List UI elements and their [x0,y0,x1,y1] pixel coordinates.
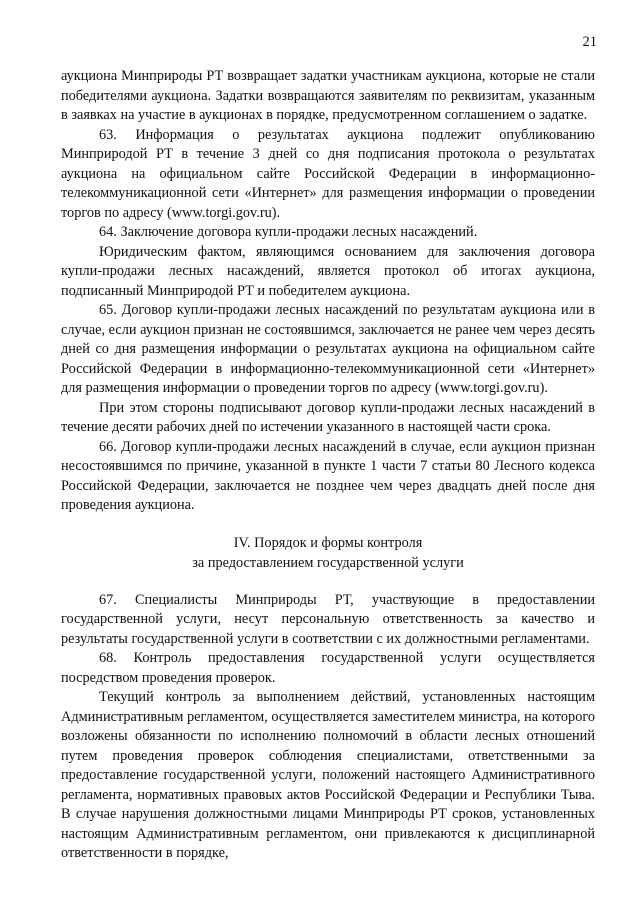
document-body [61,67,595,864]
paragraph-65-signing: При этом стороны подписывают договор купли-продажи лесных насаждений в течение десяти рабочих дней по истечении указанного в настоящей части срока. [61,399,595,435]
paragraph-64: 64. Заключение договора купли-продажи лесных насаждений. [99,224,478,240]
paragraph-67: 67. Специалисты Минприроды РТ, участвующие в предоставлении государственной услуги, несут персональную ответственность за качество и результаты государственной услуги в соответствии с их должностными регламентами. [61,591,595,647]
paragraph-63: 63. Информация о результатах аукциона подлежит опубликованию Минприродой РТ в течение 3 дней со дня подписания протокола о результатах аукциона на официальном сайте Российской Федерации в информационно-телекоммуникационной сети «Интернет» для размещения информации о проведении торгов по адресу (www.torgi.gov.ru). [61,126,595,221]
paragraph-current-control: Текущий контроль за выполнением действий, установленных настоящим Административным регламентом, осуществляется заместителем министра, на которого возложены обязанности по исполнению полномочий в области лесных отношений путем проведения проверок соблюдения специалистами, ответственными за предоставление государственной услуги, положений настоящего Административного регламента, нормативных правовых актов Российской Федерации и Республики Тыва. В случае нарушения должностными лицами Минприроды РТ сроков, установленных настоящим Административным регламентом, они привлекаются к дисциплинарной ответственности в порядке, [61,689,595,861]
paragraph-continuation: аукциона Минприроды РТ возвращает задатки участникам аукциона, которые не стали победителями аукциона. Задатки возвращаются заявителям по реквизитам, указанным в заявках на участие в аукционах в порядке, предусмотренном соглашением о задатке. [61,68,595,123]
paragraph-66: 66. Договор купли-продажи лесных насаждений в случае, если аукцион признан несостоявшимся по причине, указанной в пункте 1 части 7 статьи 80 Лесного кодекса Российской Федерации, заключается не позднее чем через двадцать дней после дня проведения аукциона. [61,438,595,513]
section-heading-line-2: за предоставлением государственной услуги [192,554,464,571]
paragraphs-after-heading [61,591,595,864]
paragraph-68: 68. Контроль предоставления государственной услуги осуществляется посредством проведения проверок. [61,650,595,686]
page-number: 21 [582,34,597,50]
paragraph-64-legal-fact: Юридическим фактом, являющимся основанием для заключения договора купли-продажи лесных насаждений, является протокол об итогах аукциона, подписанный Минприродой РТ и победителем аукциона. [61,243,595,299]
section-heading [61,533,595,573]
section-heading-line-1: IV. Порядок и формы контроля [233,534,423,551]
paragraphs-before-heading [61,67,595,516]
paragraph-65: 65. Договор купли-продажи лесных насаждений по результатам аукциона или в случае, если аукцион признан не состоявшимся, заключается не ранее чем через десять дней со дня размещения информации о результатах аукциона на официальном сайте Российской Федерации в информационно-телекоммуникационной сети «Интернет» для размещения информации о проведении торгов по адресу (www.torgi.gov.ru). [61,302,595,396]
